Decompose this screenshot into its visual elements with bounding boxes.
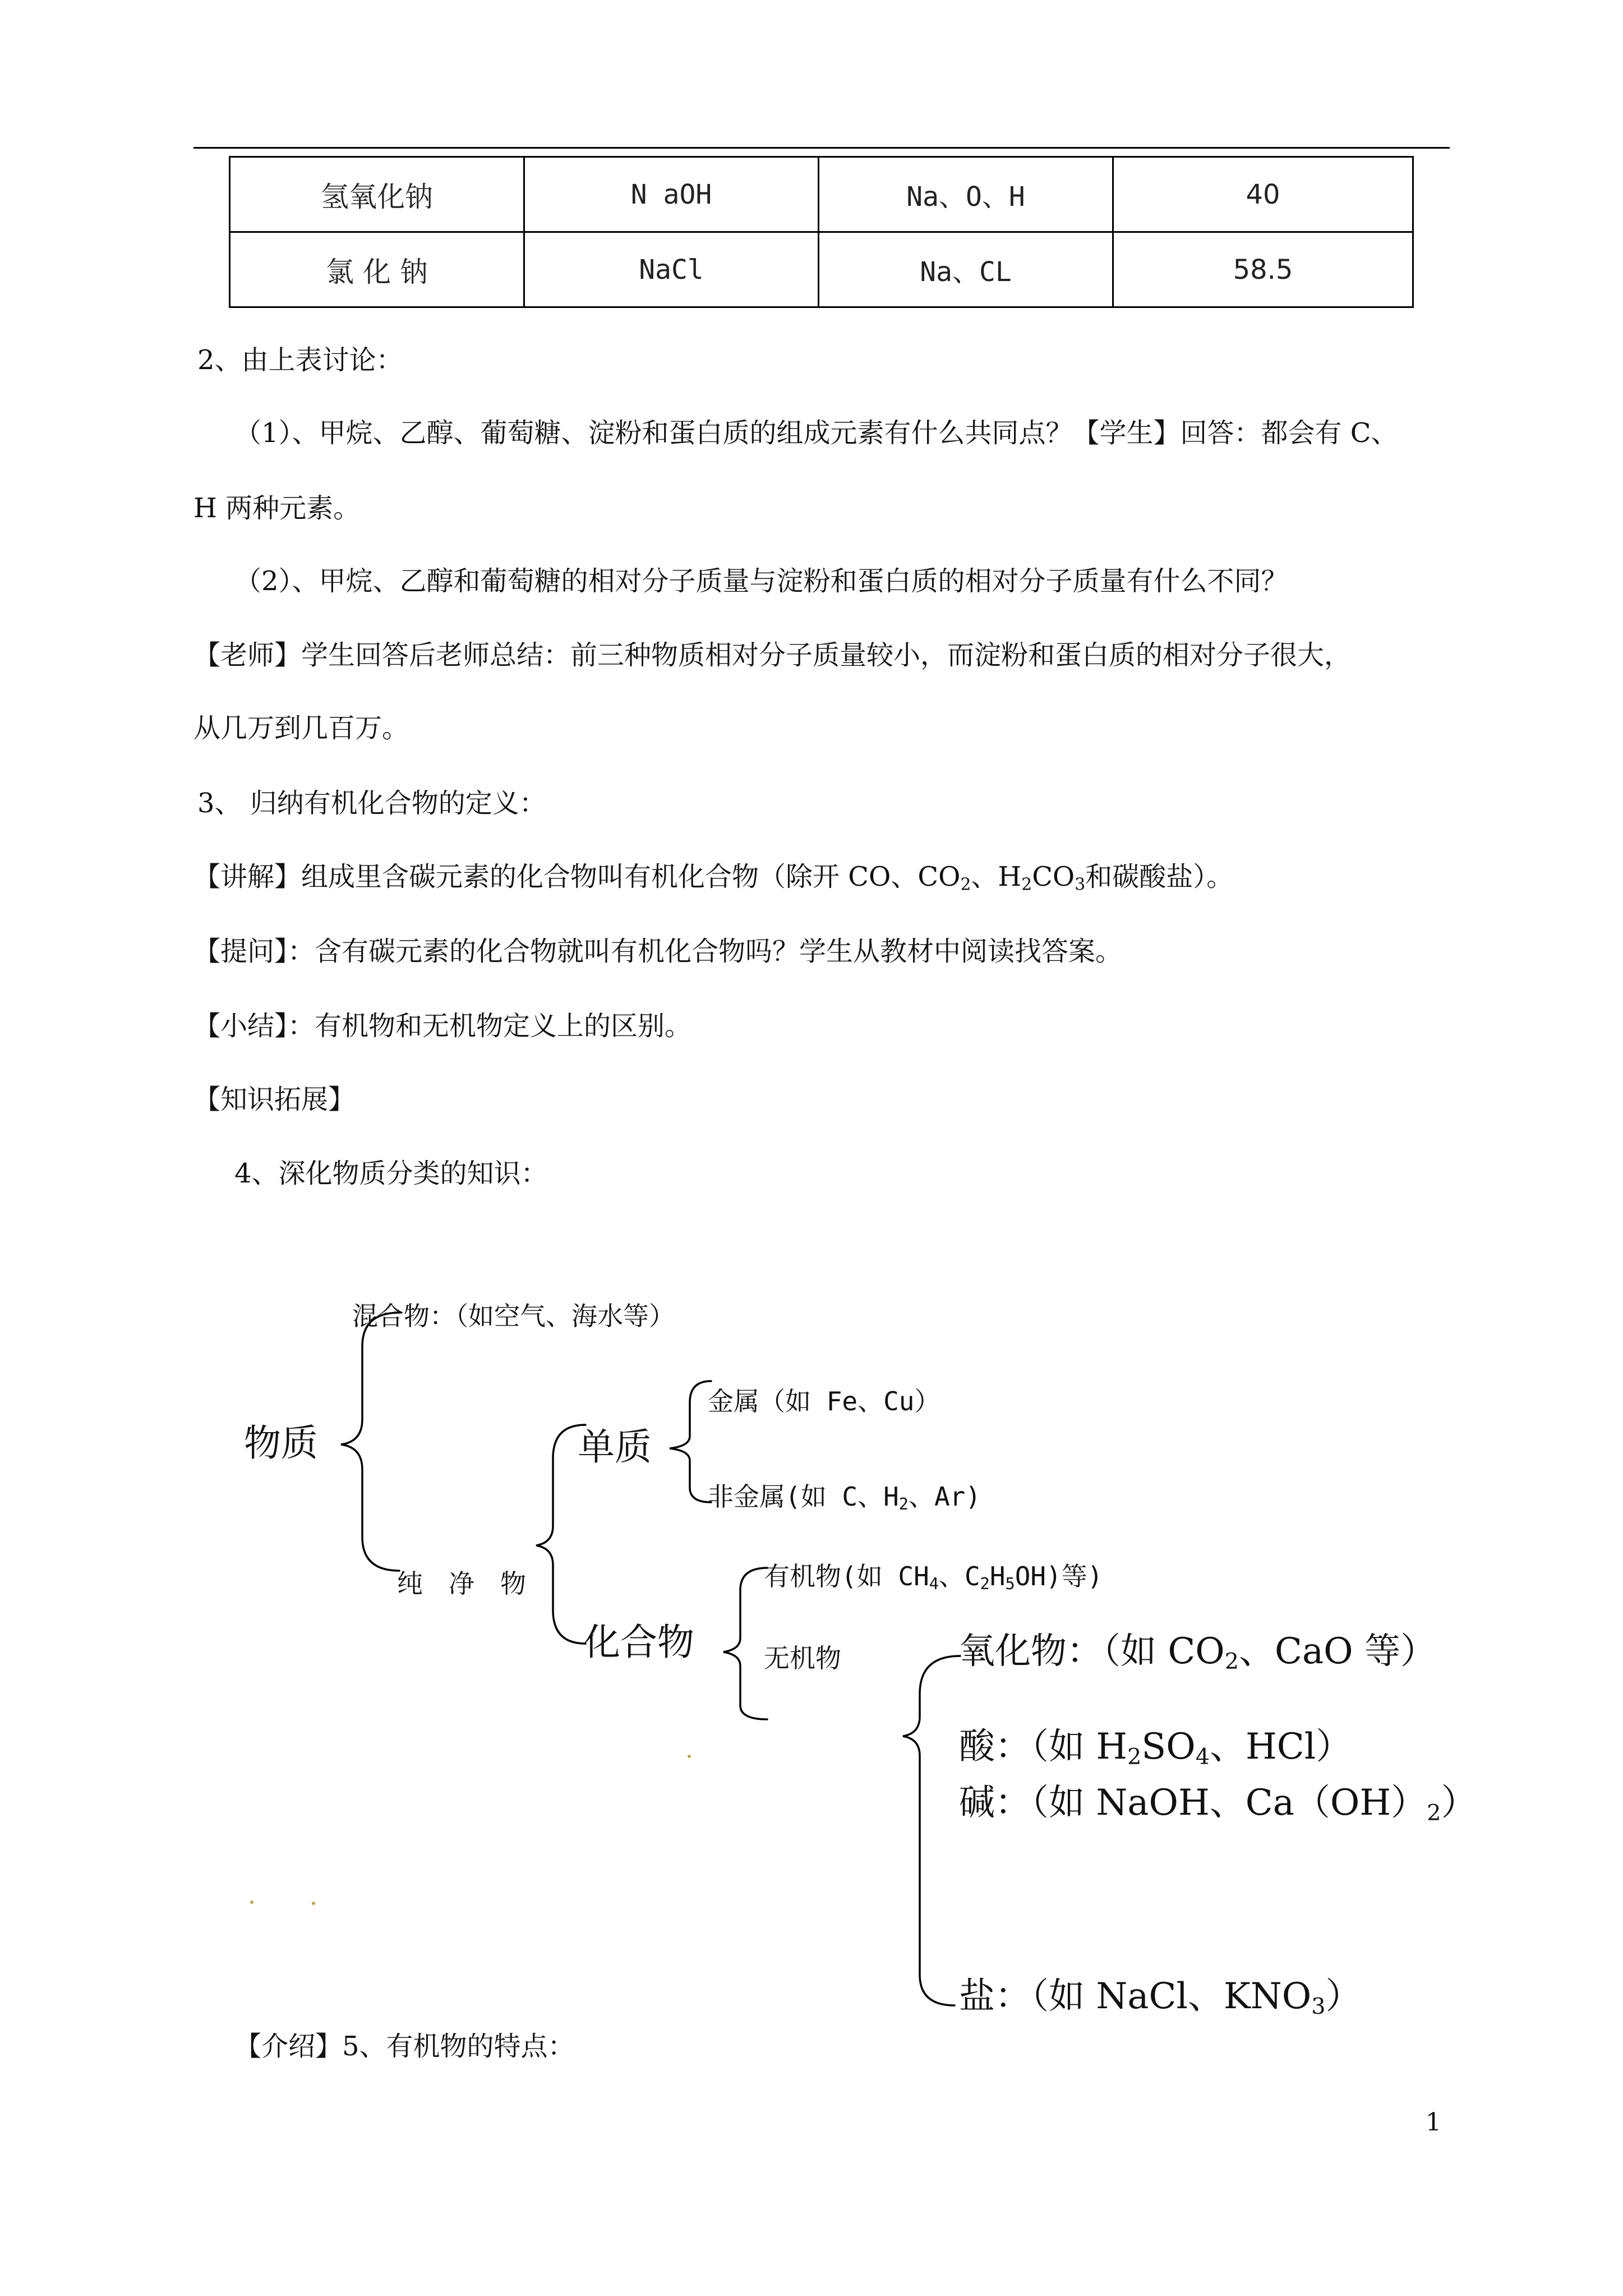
summary-paragraph: 【小结】：有机物和无机物定义上的区别。 bbox=[193, 1010, 692, 1042]
substance-label: 物质 bbox=[244, 1421, 318, 1465]
oxide-label bbox=[959, 1630, 1436, 1683]
acid-text-c: 、HCl） bbox=[1209, 1726, 1352, 1768]
brace-substance bbox=[341, 1313, 399, 1571]
base-sub: 2 bbox=[1427, 1800, 1441, 1826]
salt-sub: 3 bbox=[1311, 1993, 1326, 2019]
organic-label bbox=[764, 1561, 1103, 1600]
compound-formula: NaCl bbox=[524, 232, 819, 307]
oxide-text-a: 氧化物：（如 CO bbox=[959, 1631, 1225, 1672]
introduction-paragraph: 【介绍】5、有机物的特点： bbox=[234, 2031, 575, 2062]
nonmetal-sub: 2 bbox=[898, 1495, 909, 1514]
nonmetal-text-b: 、Ar) bbox=[908, 1481, 981, 1512]
compound-name: 氢氧化钠 bbox=[230, 157, 524, 232]
section-4-heading: 4、深化物质分类的知识： bbox=[234, 1158, 548, 1189]
question-1-line1: （1）、甲烷、乙醇、葡萄糖、淀粉和蛋白质的组成元素有什么共同点？【学生】回答：都会有 C、 bbox=[234, 417, 1398, 449]
compound-label: 化合物 bbox=[583, 1621, 694, 1664]
salt-text-a: 盐：（如 NaCl、KNO bbox=[959, 1976, 1312, 2017]
salt-label bbox=[959, 1975, 1361, 2028]
explain-text-a: 组成里含碳元素的化合物叫有机化合物（除开 CO、CO bbox=[301, 861, 961, 892]
page-number: 1 bbox=[1426, 2108, 1441, 2137]
question-1-line2: H 两种元素。 bbox=[193, 493, 361, 524]
nonmetal-text-a: 非金属(如 C、H bbox=[708, 1481, 899, 1512]
organic-text-c: H bbox=[989, 1561, 1006, 1591]
question-2: （2）、甲烷、乙醇和葡萄糖的相对分子质量与淀粉和蛋白质的相对分子质量有什么不同？ bbox=[234, 565, 1288, 597]
base-text-a: 碱：（如 NaOH、Ca（OH） bbox=[959, 1782, 1427, 1824]
acid-text-b: SO bbox=[1141, 1726, 1196, 1768]
organic-text-d: OH)等) bbox=[1015, 1561, 1103, 1591]
scan-speck bbox=[250, 1901, 253, 1904]
explain-text-b: 、H bbox=[971, 861, 1022, 892]
acid-label bbox=[959, 1725, 1352, 1779]
scan-speck bbox=[312, 1902, 315, 1905]
element-substance-label: 单质 bbox=[578, 1425, 652, 1469]
mixture-label: 混合物：（如空气、海水等） bbox=[352, 1301, 675, 1331]
acid-sub-2: 4 bbox=[1195, 1743, 1210, 1770]
explain-tag: 【讲解】 bbox=[193, 861, 302, 892]
compound-mass: 58.5 bbox=[1113, 232, 1413, 307]
teacher-summary-line1: 【老师】学生回答后老师总结：前三种物质相对分子质量较小，而淀粉和蛋白质的相对分子很大， bbox=[193, 639, 1352, 671]
oxide-sub: 2 bbox=[1224, 1648, 1239, 1674]
organic-sub-3: 5 bbox=[1005, 1575, 1015, 1594]
question-paragraph: 【提问】：含有碳元素的化合物就叫有机化合物吗？学生从教材中阅读找答案。 bbox=[193, 936, 1123, 967]
metal-label: 金属（如 Fe、Cu） bbox=[708, 1386, 940, 1416]
compound-elements: Na、CL bbox=[819, 232, 1113, 307]
organic-text-a: 有机物(如 CH bbox=[764, 1561, 929, 1591]
brace-inorganic bbox=[903, 1656, 960, 2005]
salt-text-b: ） bbox=[1325, 1976, 1362, 2017]
brace-element bbox=[670, 1381, 711, 1502]
compound-formula: N aOH bbox=[524, 157, 819, 232]
oxide-text-b: 、CaO 等） bbox=[1239, 1631, 1436, 1672]
compound-elements: Na、O、H bbox=[819, 157, 1113, 232]
explain-sub-1: 2 bbox=[960, 875, 971, 895]
inorganic-label: 无机物 bbox=[764, 1643, 841, 1673]
explain-text-c: CO bbox=[1032, 861, 1075, 892]
explain-sub-3: 3 bbox=[1075, 875, 1086, 895]
acid-sub-1: 2 bbox=[1127, 1743, 1142, 1770]
explain-sub-2: 2 bbox=[1021, 875, 1032, 895]
pure-substance-label: 纯 净 物 bbox=[397, 1568, 526, 1599]
organic-sub-2: 2 bbox=[980, 1575, 990, 1594]
section-3-heading: 3、 归纳有机化合物的定义： bbox=[197, 788, 546, 819]
explain-text-d: 和碳酸盐）。 bbox=[1085, 861, 1234, 892]
organic-sub-1: 4 bbox=[929, 1575, 939, 1594]
base-label bbox=[959, 1781, 1477, 1835]
brace-compound bbox=[723, 1568, 767, 1719]
compound-name: 氯 化 钠 bbox=[230, 232, 524, 307]
section-2-heading: 2、由上表讨论： bbox=[197, 344, 403, 376]
scan-speck bbox=[688, 1755, 691, 1758]
teacher-summary-line2: 从几万到几百万。 bbox=[193, 712, 409, 744]
compound-mass: 40 bbox=[1113, 157, 1413, 232]
organic-text-b: 、C bbox=[938, 1561, 980, 1591]
knowledge-extension-heading: 【知识拓展】 bbox=[193, 1084, 356, 1115]
acid-text-a: 酸：（如 H bbox=[959, 1726, 1128, 1768]
base-text-b: ） bbox=[1441, 1782, 1477, 1824]
nonmetal-label bbox=[708, 1481, 981, 1520]
